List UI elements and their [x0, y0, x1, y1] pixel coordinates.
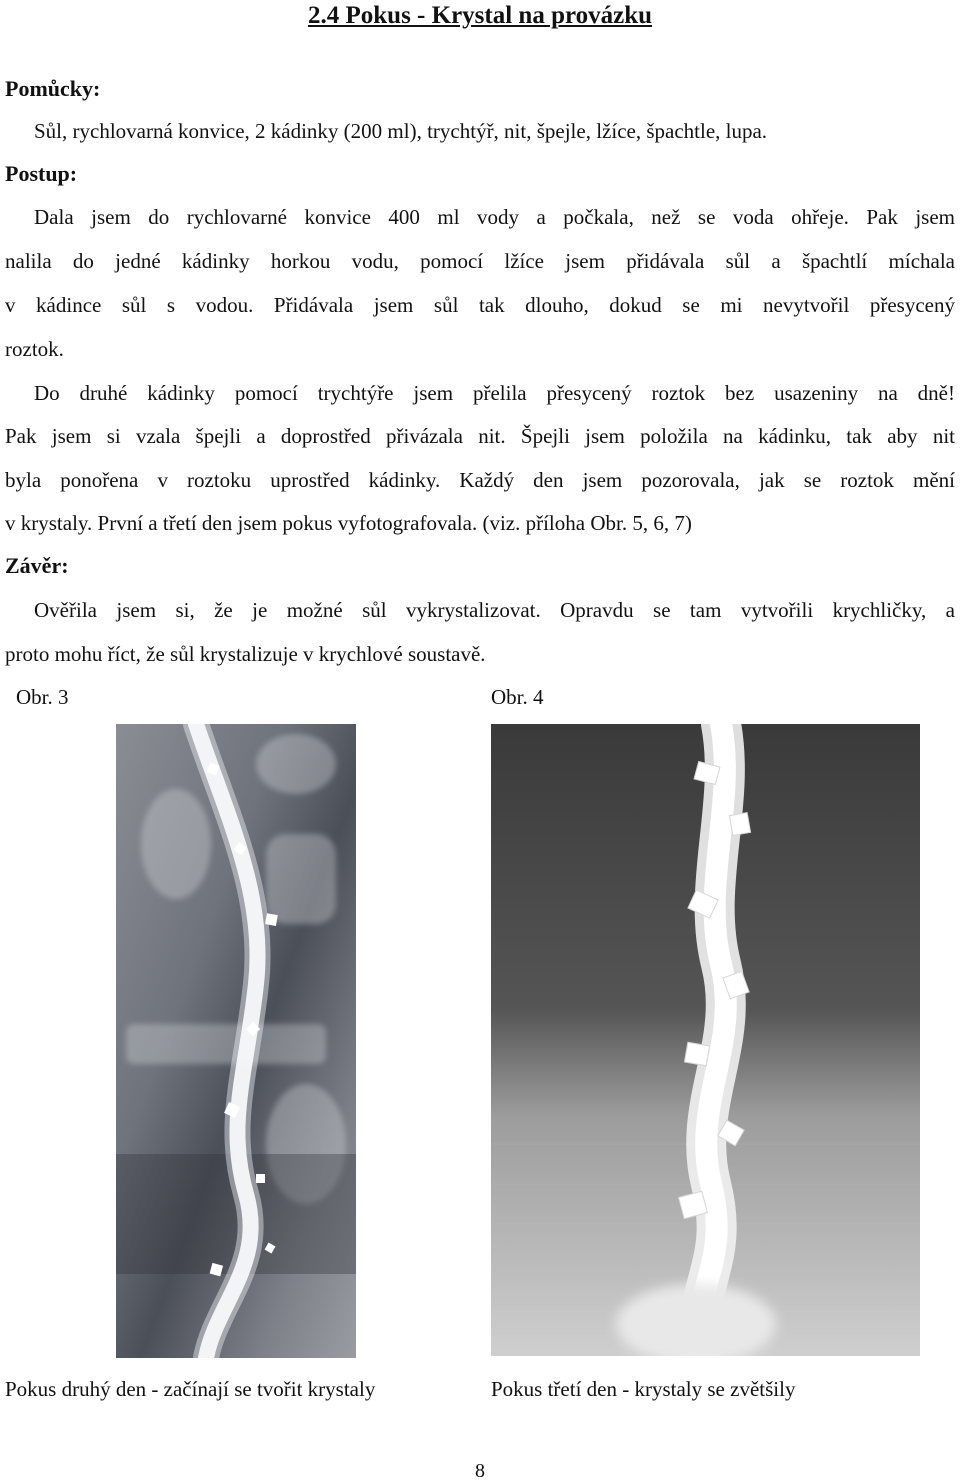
- zaver-line-1: Ověřila jsem si, že je možné sůl vykrystalizovat. Opravdu se tam vytvořili krychličky, a: [34, 598, 955, 622]
- heading-postup: Postup:: [5, 161, 78, 186]
- postup-line-4: roztok.: [5, 337, 64, 361]
- crystal-photo-day-two: [116, 724, 356, 1358]
- figure-3-label: Obr. 3: [16, 685, 69, 709]
- figure-3-caption: Pokus druhý den - začínají se tvořit krystaly: [5, 1377, 376, 1401]
- postup-line-6: Pak jsem si vzala špejli a doprostřed přivázala nit. Špejli jsem položila na kádinku, tak aby nit: [5, 424, 955, 448]
- postup-line-2: nalila do jedné kádinky horkou vodu, pomocí lžíce jsem přidávala sůl a špachtlí míchala: [5, 249, 955, 273]
- postup-line-3: v kádince sůl s vodou. Přidávala jsem sůl tak dlouho, dokud se mi nevytvořil přesycený: [5, 293, 955, 317]
- postup-line-7: byla ponořena v roztoku uprostřed kádinky. Každý den jsem pozorovala, jak se roztok mění: [5, 468, 955, 492]
- page-title: 2.4 Pokus - Krystal na provázku: [307, 2, 653, 29]
- heading-zaver: Závěr:: [5, 553, 69, 578]
- heading-pomucky: Pomůcky:: [5, 76, 101, 101]
- postup-line-5: Do druhé kádinky pomocí trychtýře jsem přelila přesycený roztok bez usazeniny na dně!: [34, 381, 955, 405]
- figure-4-caption: Pokus třetí den - krystaly se zvětšily: [491, 1377, 796, 1401]
- crystal-photo-day-three: [491, 724, 920, 1356]
- figure-4-label: Obr. 4: [491, 685, 544, 709]
- postup-line-1: Dala jsem do rychlovarné konvice 400 ml vody a počkala, než se voda ohřeje. Pak jsem: [34, 205, 955, 229]
- postup-line-8: v krystaly. První a třetí den jsem pokus vyfotografovala. (viz. příloha Obr. 5, 6, 7): [5, 511, 692, 535]
- zaver-line-2: proto mohu říct, že sůl krystalizuje v krychlové soustavě.: [5, 642, 486, 666]
- page-number: 8: [475, 1460, 485, 1482]
- pomucky-text: Sůl, rychlovarná konvice, 2 kádinky (200 ml), trychtýř, nit, špejle, lžíce, špachtle, lupa.: [34, 119, 768, 143]
